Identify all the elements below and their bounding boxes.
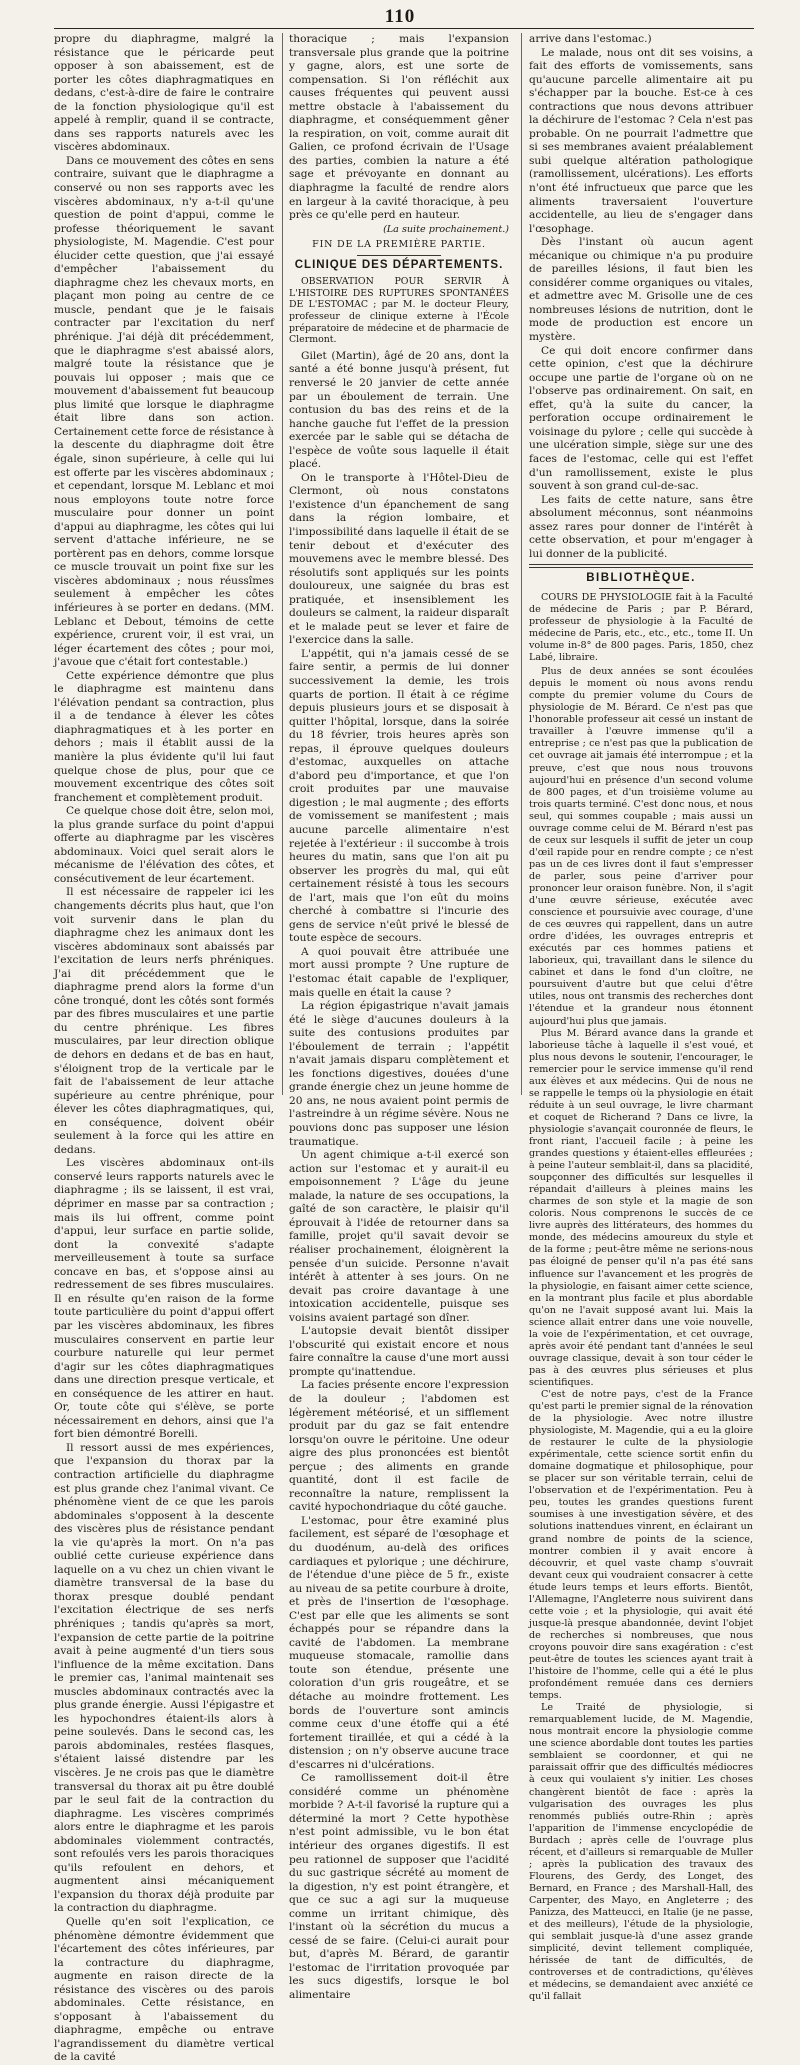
- column-divider: [521, 33, 522, 1095]
- section-rule: [599, 588, 683, 589]
- paragraph: propre du diaphragme, malgré la résistance que le péricarde peut opposer à son abaissement, est de porter les côtes diaphragmatiques en dedans, c'est-à-dire de faire le contraire de la fonction physiologique qu'il est appelé à remplir, quand il se contracte, dans ses rapports naturels avec les viscères abdominaux.: [54, 33, 274, 154]
- paragraph: L'appétit, qui n'a jamais cessé de se faire sentir, a permis de lui donner successivement la demie, les trois quarts de portion. Il était à ce régime depuis plusieurs jours et se disposait à quitter l'hôpital, lorsque, dans la soirée du 18 février, trois heures après son repas, il éprouve quelques douleurs d'estomac, auxquelles on attache d'abord peu d'importance, et que l'on croit produites par une mauvaise digestion ; le mal augmente ; des efforts de vomissement se manifestent ; mais aucune parcelle alimentaire n'est rejetée à l'extérieur : il succombe à trois heures du matin, sans que l'on ait pu observer les progrès du mal, qui eût certainement résisté à tous les secours de l'art, mais que l'on eût du moins cherché à combattre si l'incurie des gens de service n'eût privé le blessé de toute espèce de secours.: [289, 647, 509, 945]
- paragraph: arrive dans l'estomac.): [529, 33, 652, 45]
- paragraph: Le malade, nous ont dit ses voisins, a fait des efforts de vomissements, sans qu'aucune parcelle alimentaire ait pu s'échapper par la bouche. Est-ce à ces contractions que nous devons attribuer la déchirure de l'estomac ? Cela n'est pas probable. On ne pourrait l'admettre que si ses membranes avaient préalablement subi quelque altération pathologique (ramollissement, ulcérations). Les efforts n'ont été infructueux que parce que les aliments traversaient l'ouverture accidentelle, au lieu de s'engager dans l'œsophage.: [529, 46, 753, 235]
- book-reference: COURS DE PHYSIOLOGIE fait à la Faculté de médecine de Paris ; par P. Bérard, professeur de physiologie à la Faculté de médecine de Paris, etc., etc., etc., tome II. Un volume in-8° de 800 pages. Paris, 1850, chez Labé, libraire.: [529, 591, 753, 664]
- end-part-label: FIN DE LA PREMIÈRE PARTIE.: [312, 239, 486, 251]
- review-paragraph: Plus M. Bérard avance dans la grande et laborieuse tâche à laquelle il s'est voué, et plus nous devons le soutenir, l'encourager, le remercier pour le service immense qu'il rend aux élèves et aux médecins. Qui de nous ne se rappelle le temps où la physiologie en était réduite à un seul ouvrage, le livre charmant et coquet de Richerand ? Dans ce livre, la physiologie s'avançait couronnée de fleurs, le front riant, l'accueil facile ; à peine les grandes questions y étaient-elles effleurées ; à peine l'auteur semblait-il, dans sa placidité, soupçonner des difficultés sur lesquelles il répandait d'ailleurs à pleines mains les charmes de son style et la magie de son coloris. Nous comprenons le succès de ce livre auprès des littérateurs, des hommes du monde, des médecins amoureux du style et de la forme ; peut-être même ne serions-nous pas éloigné de penser qu'il n'a pas été sans influence sur l'avancement et les progrès de la physiologie, en faisant aimer cette science, en la montrant plus facile et plus abordable qu'on ne l'avait supposé avant lui. Mais la science allait entrer dans une voie nouvelle, la voie de l'expérimentation, et cet ouvrage, après avoir été pendant tant d'années le seul ouvrage classique, devait à son tour céder le pas à des œuvres plus sérieuses et plus scientifiques.: [529, 1027, 753, 1388]
- column-2: [289, 33, 509, 2002]
- bibliotheque-title: BIBLIOTHÈQUE.: [586, 572, 696, 585]
- paragraph: Il est nécessaire de rappeler ici les changements décrits plus haut, que l'on voit survenir dans le plan du diaphragme chez les animaux dont les viscères abdominaux sont abaissés par l'excitation de leurs nerfs phréniques. J'ai dit précédemment que le diaphragme prend alors la forme d'un cône tronqué, dont les côtés sont formés par des fibres musculaires et une partie du centre phrénique. Les fibres musculaires, par leur direction oblique de dehors en dedans et de bas en haut, s'éloignent trop de la verticale par le fait de l'abaissement de leur attache supérieure au centre phrénique, pour élever les côtes diaphragmatiques, qui, en conséquence, doivent obéir seulement à la force qui les attire en dedans.: [54, 886, 274, 1156]
- section-rule: [357, 255, 441, 256]
- paragraph: Un agent chimique a-t-il exercé son action sur l'estomac et y aurait-il eu empoisonnement ? L'âge du jeune malade, la nature de ses occupations, la gaîté de son caractère, le plaisir qu'il éprouvait à l'idée de retourner dans sa famille, projet qu'il savait devoir se réaliser prochainement, éloignèrent la pensée d'un suicide. Personne n'avait intérêt à attenter à ses jours. On ne devait pas croire davantage à une intoxication accidentelle, puisque ses voisins avaient partagé son dîner.: [289, 1149, 509, 1324]
- paragraph: thoracique ; mais l'expansion transversale plus grande que la poitrine y gagne, alors, est une sorte de compensation. Si l'on réfléchit aux causes fréquentes qui peuvent aussi mettre obstacle à l'abaissement du diaphragme, et conséquemment gêner la respiration, on voit, comme aurait dit Galien, ce profond écrivain de l'Usage des parties, combien la nature a été sage et prévoyante en donnant au diaphragme la faculté de rendre alors en largeur à la cavité thoracique, à peu près ce qu'elle perd en hauteur.: [289, 33, 509, 222]
- column-divider: [282, 33, 283, 1095]
- review-paragraph: Plus de deux années se sont écoulées depuis le moment où nous avons rendu compte du premier volume du Cours de physiologie de M. Bérard. Ce n'est pas que l'honorable professeur ait cessé un instant de travailler à l'œuvre immense qu'il a entreprise ; ce n'est pas que la publication de cet ouvrage ait jamais été interrompue ; et la preuve, c'est que nous nous trouvons aujourd'hui en présence d'un second volume de 800 pages, et d'un troisième volume au trois quarts terminé. C'est donc nous, et nous seul, qui sommes coupable ; mais aussi un ouvrage comme celui de M. Bérard n'est pas de ceux sur lesquels il suffit de jeter un coup d'œil rapide pour en rendre compte ; ce n'est pas un de ces livres dont il faut s'empresser de parler, sous peine d'arriver pour prononcer leur oraison funèbre. Non, il s'agit d'une œuvre sérieuse, exécutée avec conscience et poursuivie avec courage, d'une de ces œuvres qui rappellent, dans un autre ordre d'idées, les ouvrages entrepris et exécutés par ces hommes patiens et laborieux, qui, travaillant dans le silence du cabinet et dans le fond d'un cloître, ne poursuivent d'autre but que celui d'être utiles, nous ont transmis des recherches dont l'étendue et la grandeur nous étonnent aujourd'hui plus que jamais.: [529, 666, 753, 1027]
- observation-title: OBSERVATION POUR SERVIR À L'HISTOIRE DES RUPTURES SPONTANÉES DE L'ESTOMAC ; par M. le docteur Fleury, professeur de clinique externe à l'École préparatoire de médecine et de pharmacie de Clermont.: [289, 276, 509, 346]
- paragraph: La facies présente encore l'expression de la douleur ; l'abdomen est légèrement météorisé, et un sifflement produit par du gaz se fait entendre lorsqu'on ouvre le péritoine. Une odeur aigre des plus prononcées est bientôt perçue ; des aliments en grande quantité, dont il est facile de reconnaître la nature, remplissent la cavité hypochondriaque du côté gauche.: [289, 1379, 509, 1514]
- paragraph: Cette expérience démontre que plus le diaphragme est maintenu dans l'élévation pendant sa contraction, plus il a de tendance à élever les côtes diaphragmatiques et à les porter en dehors ; mais il établit aussi de la manière la plus évidente qu'il lui faut quelque chose de plus, pour que ce mouvement excentrique des côtes soit franchement et complètement produit.: [54, 669, 274, 804]
- paragraph: L'autopsie devait bientôt dissiper l'obscurité qui existait encore et nous faire connaître la cause d'une mort aussi prompte qu'inattendue.: [289, 1325, 509, 1378]
- review-paragraph: Le Traité de physiologie, si remarquablement lucide, de M. Magendie, nous montrait encore la physiologie comme une science abordable dont toutes les parties semblaient se coordonner, et qui ne paraissait offrir que des difficultés médiocres à ceux qui voulaient s'y initier. Les choses changèrent bientôt de face : après la vulgarisation des ouvrages les plus renommés publiés outre-Rhin ; après l'apparition de l'immense encyclopédie de Burdach ; après celle de l'ouvrage plus récent, et d'ailleurs si remarquable de Muller ; après la publication des travaux des Flourens, des Gerdy, des Longet, des Bernard, en France ; des Marshall-Hall, des Carpenter, des Mayo, en Angleterre ; des Panizza, des Matteucci, en Italie (je ne passe, et des meilleurs), l'étude de la physiologie, qui semblait jusque-là d'une assez grande simplicité, devint tellement compliquée, hérissée de tant de difficultés, de controverses et de contradictions, qu'élèves et médecins, se demandaient avec anxiété ce qu'il fallait: [529, 1702, 753, 2003]
- column-3: [529, 33, 753, 2003]
- review-paragraph: C'est de notre pays, c'est de la France qu'est parti le premier signal de la rénovation de la physiologie. Avec notre illustre physiologiste, M. Magendie, qui a eu la gloire de restaurer le culte de la physiologie expérimentale, cette science sortit enfin du domaine dogmatique et philosophique, pour se placer sur son véritable terrain, celui de l'observation et de l'expérimentation. Peu à peu, toutes les grandes questions furent soumises à une investigation sévère, et des solutions inattendues vinrent, en éclairant un grand nombre de points de la science, montrer combien il y avait encore à découvrir, et quel vaste champ s'ouvrait devant ceux qui voudraient consacrer à cette étude leurs temps et leurs efforts. Bientôt, l'Allemagne, l'Angleterre nous suivirent dans cette voie ; et la physiologie, qui avait été jusque-là presque abandonnée, devint l'objet de recherches si nombreuses, que nous croyons pouvoir dire sans exagération : c'est peut-être de toutes les sciences ayant trait à l'histoire de l'homme, celle qui a été le plus profondément remuée dans ces derniers temps.: [529, 1388, 753, 1702]
- page-number: 110: [384, 6, 416, 27]
- paragraph: Ce ramollissement doit-il être considéré comme un phénomène morbide ? A-t-il favorisé la rupture qui a déterminé la mort ? Cette hypothèse n'est point admissible, vu le bon état intérieur des organes digestifs. Il est peu rationnel de supposer que l'acidité du suc gastrique sécrété au moment de la digestion, n'y est point étrangère, et que ce suc a agi sur la muqueuse comme un irritant chimique, dès l'instant où la sécrétion du mucus a cessé de se faire. (Celui-ci aurait pour but, d'après M. Bérard, de garantir l'estomac de l'irritation provoquée par les sucs digestifs, lorsque le bol alimentaire: [289, 1772, 509, 2002]
- paragraph: Dès l'instant où aucun agent mécanique ou chimique n'a pu produire de pareilles lésions, il faut bien les considérer comme organiques ou vitales, et admettre avec M. Grisolle une de ces nombreuses lésions de nutrition, dont le mode de production est encore un mystère.: [529, 236, 753, 344]
- paragraph: Dans ce mouvement des côtes en sens contraire, suivant que le diaphragme a conservé ou non ses rapports avec les viscères abdominaux, n'y a-t-il qu'une question de point d'appui, comme le professe théoriquement le savant physiologiste, M. Magendie. C'est pour élucider cette question, que j'ai essayé d'empêcher l'abaissement du diaphragme chez les chevaux morts, en plaçant mon poing au centre de ce muscle, pendant que je le faisais contracter par l'excitation du nerf phrénique. J'ai déjà dit précédemment, que le diaphragme s'est abaissé alors, malgré toute la résistance que je pouvais lui opposer ; mais que ce mouvement d'abaissement fut beaucoup plus limité que lorsque le diaphragme était libre dans son action. Certainement cette force de résistance à la descente du diaphragme doit être égale, sinon supérieure, à celle qui lui est offerte par les viscères abdominaux ; et cependant, lorsque M. Leblanc et moi nous employons toute notre force musculaire pour donner un point d'appui au diaphragme, les côtes qui lui servent d'attache inférieure, ne se portèrent pas en dehors, comme lorsque ce muscle trouvait un point fixe sur les viscères abdominaux ; nous réussîmes seulement à empêcher les côtes inférieures à se porter en dedans. (MM. Leblanc et Debout, témoins de cette expérience, crurent voir, il est vrai, un léger écartement des côtes ; pour moi, j'avoue que c'était fort contestable.): [54, 154, 274, 669]
- paragraph: Les viscères abdominaux ont-ils conservé leurs rapports naturels avec le diaphragme ; ils se laissent, il est vrai, déprimer en masse par sa contraction ; mais ils lui offrent, comme point d'appui, leur surface en partie solide, dont la convexité s'adapte merveilleusement à toute sa surface concave en bas, et s'oppose ainsi au redressement de ses fibres musculaires. Il en résulte qu'en raison de la forme toute particulière du point d'appui offert par les viscères abdominaux, les fibres musculaires conservent en partie leur courbure naturelle qui leur permet d'agir sur les côtes diaphragmatiques dans une direction presque verticale, et en conséquence de les attirer en haut. Or, toute côte qui s'élève, se porte nécessairement en dehors, ainsi que l'a fort bien démontré Borelli.: [54, 1157, 274, 1441]
- paragraph: Quelle qu'en soit l'explication, ce phénomène démontre évidemment que l'écartement des côtes inférieures, par la contracture du diaphragme, augmente en raison directe de la résistance des viscères ou des parois abdominales. Cette résistance, en s'opposant à l'abaissement du diaphragme, empêche ou entrave l'agrandissement du diamètre vertical de la cavité: [54, 1916, 274, 2064]
- paragraph: A quoi pouvait être attribuée une mort aussi prompte ? Une rupture de l'estomac était capable de l'expliquer, mais quelle en était la cause ?: [289, 945, 509, 999]
- section-title: CLINIQUE DES DÉPARTEMENTS.: [294, 258, 504, 271]
- paragraph: L'estomac, pour être examiné plus facilement, est séparé de l'œsophage et du duodénum, au-delà des orifices cardiaques et pylorique ; une déchirure, de l'étendue d'une pièce de 5 fr., existe au niveau de sa petite courbure à droite, et près de l'insertion de l'œsophage. C'est par elle que les aliments se sont échappés pour se répandre dans la cavité de l'abdomen. La membrane muqueuse stomacale, ramollie dans toute son étendue, présente une coloration d'un gris rougeâtre, et se détache au moindre frottement. Les bords de l'ouverture sont amincis comme ceux d'une étoffe qui a été fortement tiraillée, et qui a cédé à la distension ; on n'y observe aucune trace d'escarres ni d'ulcérations.: [289, 1514, 509, 1771]
- paragraph: La région épigastrique n'avait jamais été le siège d'aucunes douleurs à la suite des contusions produites par l'éboulement de terrain ; l'appétit n'avait jamais disparu complètement et les fonctions digestives, douées d'une grande énergie chez un jeune homme de 20 ans, ne nous avaient point permis de l'astreindre à un régime sévère. Nous ne pouvions donc pas supposer une lésion traumatique.: [289, 1000, 509, 1148]
- paragraph: Gilet (Martin), âgé de 20 ans, dont la santé a été bonne jusqu'à présent, fut renversé le 20 janvier de cette année par un éboulement de terrain. Une contusion du bas des reins et de la hanche gauche fut l'effet de la pression exercée par le sable qui se détacha de l'espèce de voûte sous laquelle il était placé.: [289, 349, 509, 471]
- section-rule: [529, 564, 753, 568]
- paragraph: Ce quelque chose doit être, selon moi, la plus grande surface du point d'appui offerte au diaphragme par les viscères abdominaux. Voici quel serait alors le mécanisme de l'élévation des côtes, et consécutivement de leur écartement.: [54, 805, 274, 885]
- header-rule: [54, 28, 754, 29]
- column-1: [54, 33, 274, 2064]
- paragraph: Ce qui doit encore confirmer dans cette opinion, c'est que la déchirure occupe une partie de l'organe où on ne l'observe pas ordinairement. On sait, en effet, qu'à la suite du cancer, la perforation occupe ordinairement le voisinage du pylore ; celle qui succède à une ulcération simple, siège sur une des faces de l'estomac, celle qui est l'effet d'un ramollissement, existe le plus souvent à son grand cul-de-sac.: [529, 344, 753, 493]
- continued-note: (La suite prochainement.): [383, 223, 509, 235]
- paragraph: Il ressort aussi de mes expériences, que l'expansion du thorax par la contraction artificielle du diaphragme est plus grande chez l'animal vivant. Ce phénomène vient de ce que les parois abdominales s'opposent à la descente des viscères plus de résistance pendant la vie qu'après la mort. On n'a pas oublié cette curieuse expérience dans laquelle on a vu chez un chien vivant le diamètre transversal de la base du thorax presque doublé pendant l'excitation électrique de ses nerfs phréniques ; tandis qu'après sa mort, l'expansion de cette partie de la poitrine avait à peine augmenté d'un tiers sous l'influence de la même excitation. Dans le premier cas, l'animal maintenait ses muscles abdominaux contractés avec la plus grande énergie. Aussi l'épigastre et les hypochondres étaient-ils alors à peine soulevés. Dans le second cas, les parois abdominales, restées flasques, s'étaient laissé distendre par les viscères. Je ne crois pas que le diamètre transversal du thorax ait pu être doublé par le seul fait de la contraction du diaphragme. Les viscères comprimés alors entre le diaphragme et les parois abdominales violemment contractés, sont refoulés vers les parois thoraciques qu'ils refoulent en dehors, et augmentent ainsi mécaniquement l'expansion du thorax déjà produite par la contraction du diaphragme.: [54, 1441, 274, 1915]
- paragraph: Les faits de cette nature, sans être absolument méconnus, sont néanmoins assez rares pour donner de l'intérêt à cette observation, et pour m'engager à lui donner de la publicité.: [529, 493, 753, 560]
- paragraph: On le transporte à l'Hôtel-Dieu de Clermont, où nous constatons l'existence d'un épanchement de sang dans la région lombaire, et l'impossibilité dans laquelle il était de se tenir debout et d'exécuter des mouvemens avec le membre blessé. Des résolutifs sont appliqués sur les points douloureux, une saignée du bras est pratiquée, et insensiblement les douleurs se calment, la raideur disparaît et le malade peut se lever et faire de l'exercice dans la salle.: [289, 471, 509, 647]
